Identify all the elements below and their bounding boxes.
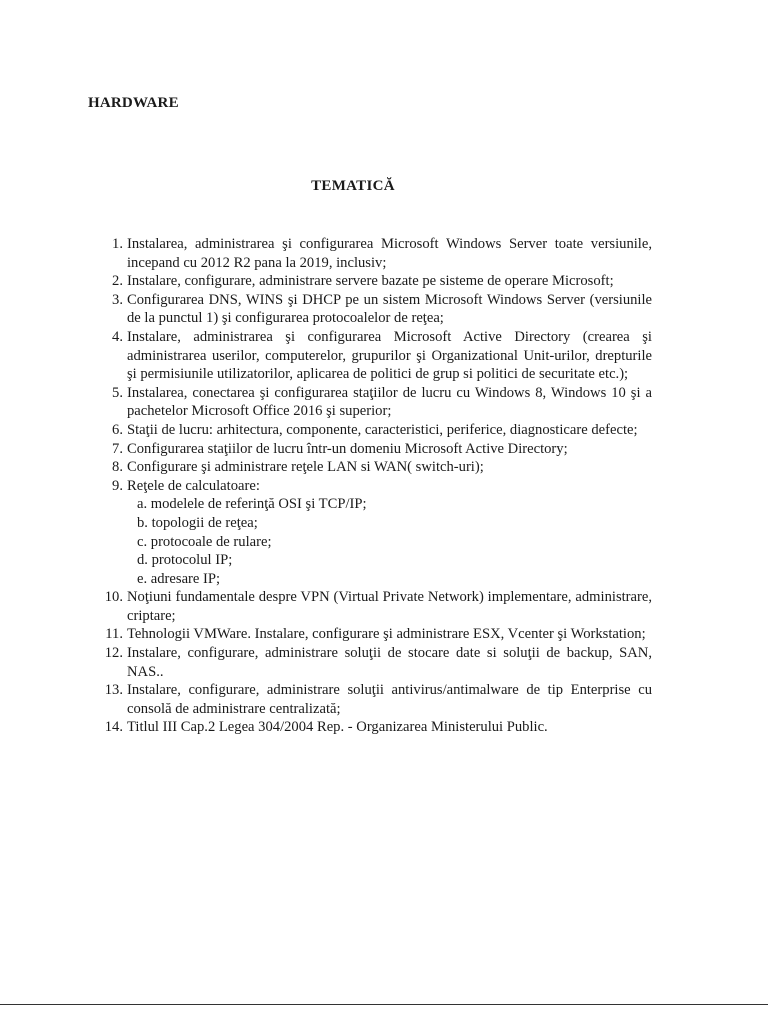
item-number: 4. xyxy=(112,328,123,345)
sub-list xyxy=(127,495,652,588)
list-item xyxy=(92,384,652,421)
item-number: 10. xyxy=(104,589,123,606)
sub-list-item: a. modelele de referinţă OSI şi TCP/IP; xyxy=(137,496,367,513)
sub-list-item: c. protocoale de rulare; xyxy=(137,533,272,550)
item-text: Instalarea, administrarea şi configurarea Microsoft Windows Server toate versiunile, incepand cu 2012 R2 pana la 2019, inclusiv; xyxy=(127,236,652,271)
list-item xyxy=(92,328,652,384)
item-number: 14. xyxy=(104,719,123,736)
item-text: Configurarea DNS, WINS şi DHCP pe un sistem Microsoft Windows Server (versiunile de la punctul 1) şi configurarea protocoalelor de reţea; xyxy=(127,291,652,327)
item-number: 9. xyxy=(112,477,123,494)
item-text: Configurare şi administrare reţele LAN si WAN( switch-uri); xyxy=(127,459,484,476)
item-text: Instalare, configurare, administrare soluţii de stocare date si soluţii de backup, SAN, NAS.. xyxy=(127,645,652,680)
item-number: 12. xyxy=(104,645,123,662)
item-number: 2. xyxy=(112,273,123,290)
list-item xyxy=(92,272,652,291)
list-item xyxy=(92,718,652,737)
list-item xyxy=(92,235,652,272)
item-text: Instalare, configurare, administrare soluţii antivirus/antimalware de tip Enterprise cu consolă de administrare centralizată; xyxy=(127,682,652,717)
item-number: 6. xyxy=(112,421,123,438)
list-item xyxy=(92,588,652,625)
item-number: 8. xyxy=(112,459,123,476)
item-text: Staţii de lucru: arhitectura, componente, caracteristici, periferice, diagnosticare defecte; xyxy=(127,421,638,438)
section-label: HARDWARE xyxy=(88,95,179,111)
item-number: 13. xyxy=(104,682,123,699)
item-number: 7. xyxy=(112,440,123,457)
list-item xyxy=(92,291,652,328)
list-item xyxy=(92,477,652,589)
list-item xyxy=(92,421,652,440)
item-number: 5. xyxy=(112,384,123,401)
item-number: 1. xyxy=(112,236,123,252)
item-text: Tehnologii VMWare. Instalare, configurare şi administrare ESX, Vcenter şi Workstation; xyxy=(127,626,646,643)
page-bottom-rule xyxy=(0,1004,768,1005)
sub-list-item: d. protocolul IP; xyxy=(137,552,233,569)
item-text: Instalare, administrarea şi configurarea Microsoft Active Directory (crearea şi administrarea userilor, computerelor, grupurilor şi Organizational Unit-urilor, drepturile şi permisiunile utilizatorilor, aplicarea de politici de grup si politici de securitate etc.); xyxy=(127,328,652,383)
item-text: Noţiuni fundamentale despre VPN (Virtual Private Network) implementare, administrare, criptare; xyxy=(127,589,652,624)
document-title: TEMATICĂ xyxy=(311,178,395,194)
item-number: 11. xyxy=(105,626,123,643)
sub-list-item: e. adresare IP; xyxy=(137,570,221,587)
sub-list-item: b. topologii de reţea; xyxy=(137,514,258,531)
list-item xyxy=(92,458,652,477)
item-text: Reţele de calculatoare: xyxy=(127,477,260,494)
item-text: Configurarea staţiilor de lucru într-un domeniu Microsoft Active Directory; xyxy=(127,440,568,457)
list-item xyxy=(92,644,652,681)
topic-list xyxy=(92,235,652,737)
list-item xyxy=(92,440,652,459)
item-number: 3. xyxy=(112,291,123,308)
item-text: Titlul III Cap.2 Legea 304/2004 Rep. - Organizarea Ministerului Public. xyxy=(127,719,548,736)
item-text: Instalarea, conectarea şi configurarea staţiilor de lucru cu Windows 8, Windows 10 şi a pachetelor Microsoft Office 2016 şi superior; xyxy=(127,384,652,420)
list-item xyxy=(92,681,652,718)
list-item xyxy=(92,625,652,644)
item-text: Instalare, configurare, administrare servere bazate pe sisteme de operare Microsoft; xyxy=(127,273,614,290)
